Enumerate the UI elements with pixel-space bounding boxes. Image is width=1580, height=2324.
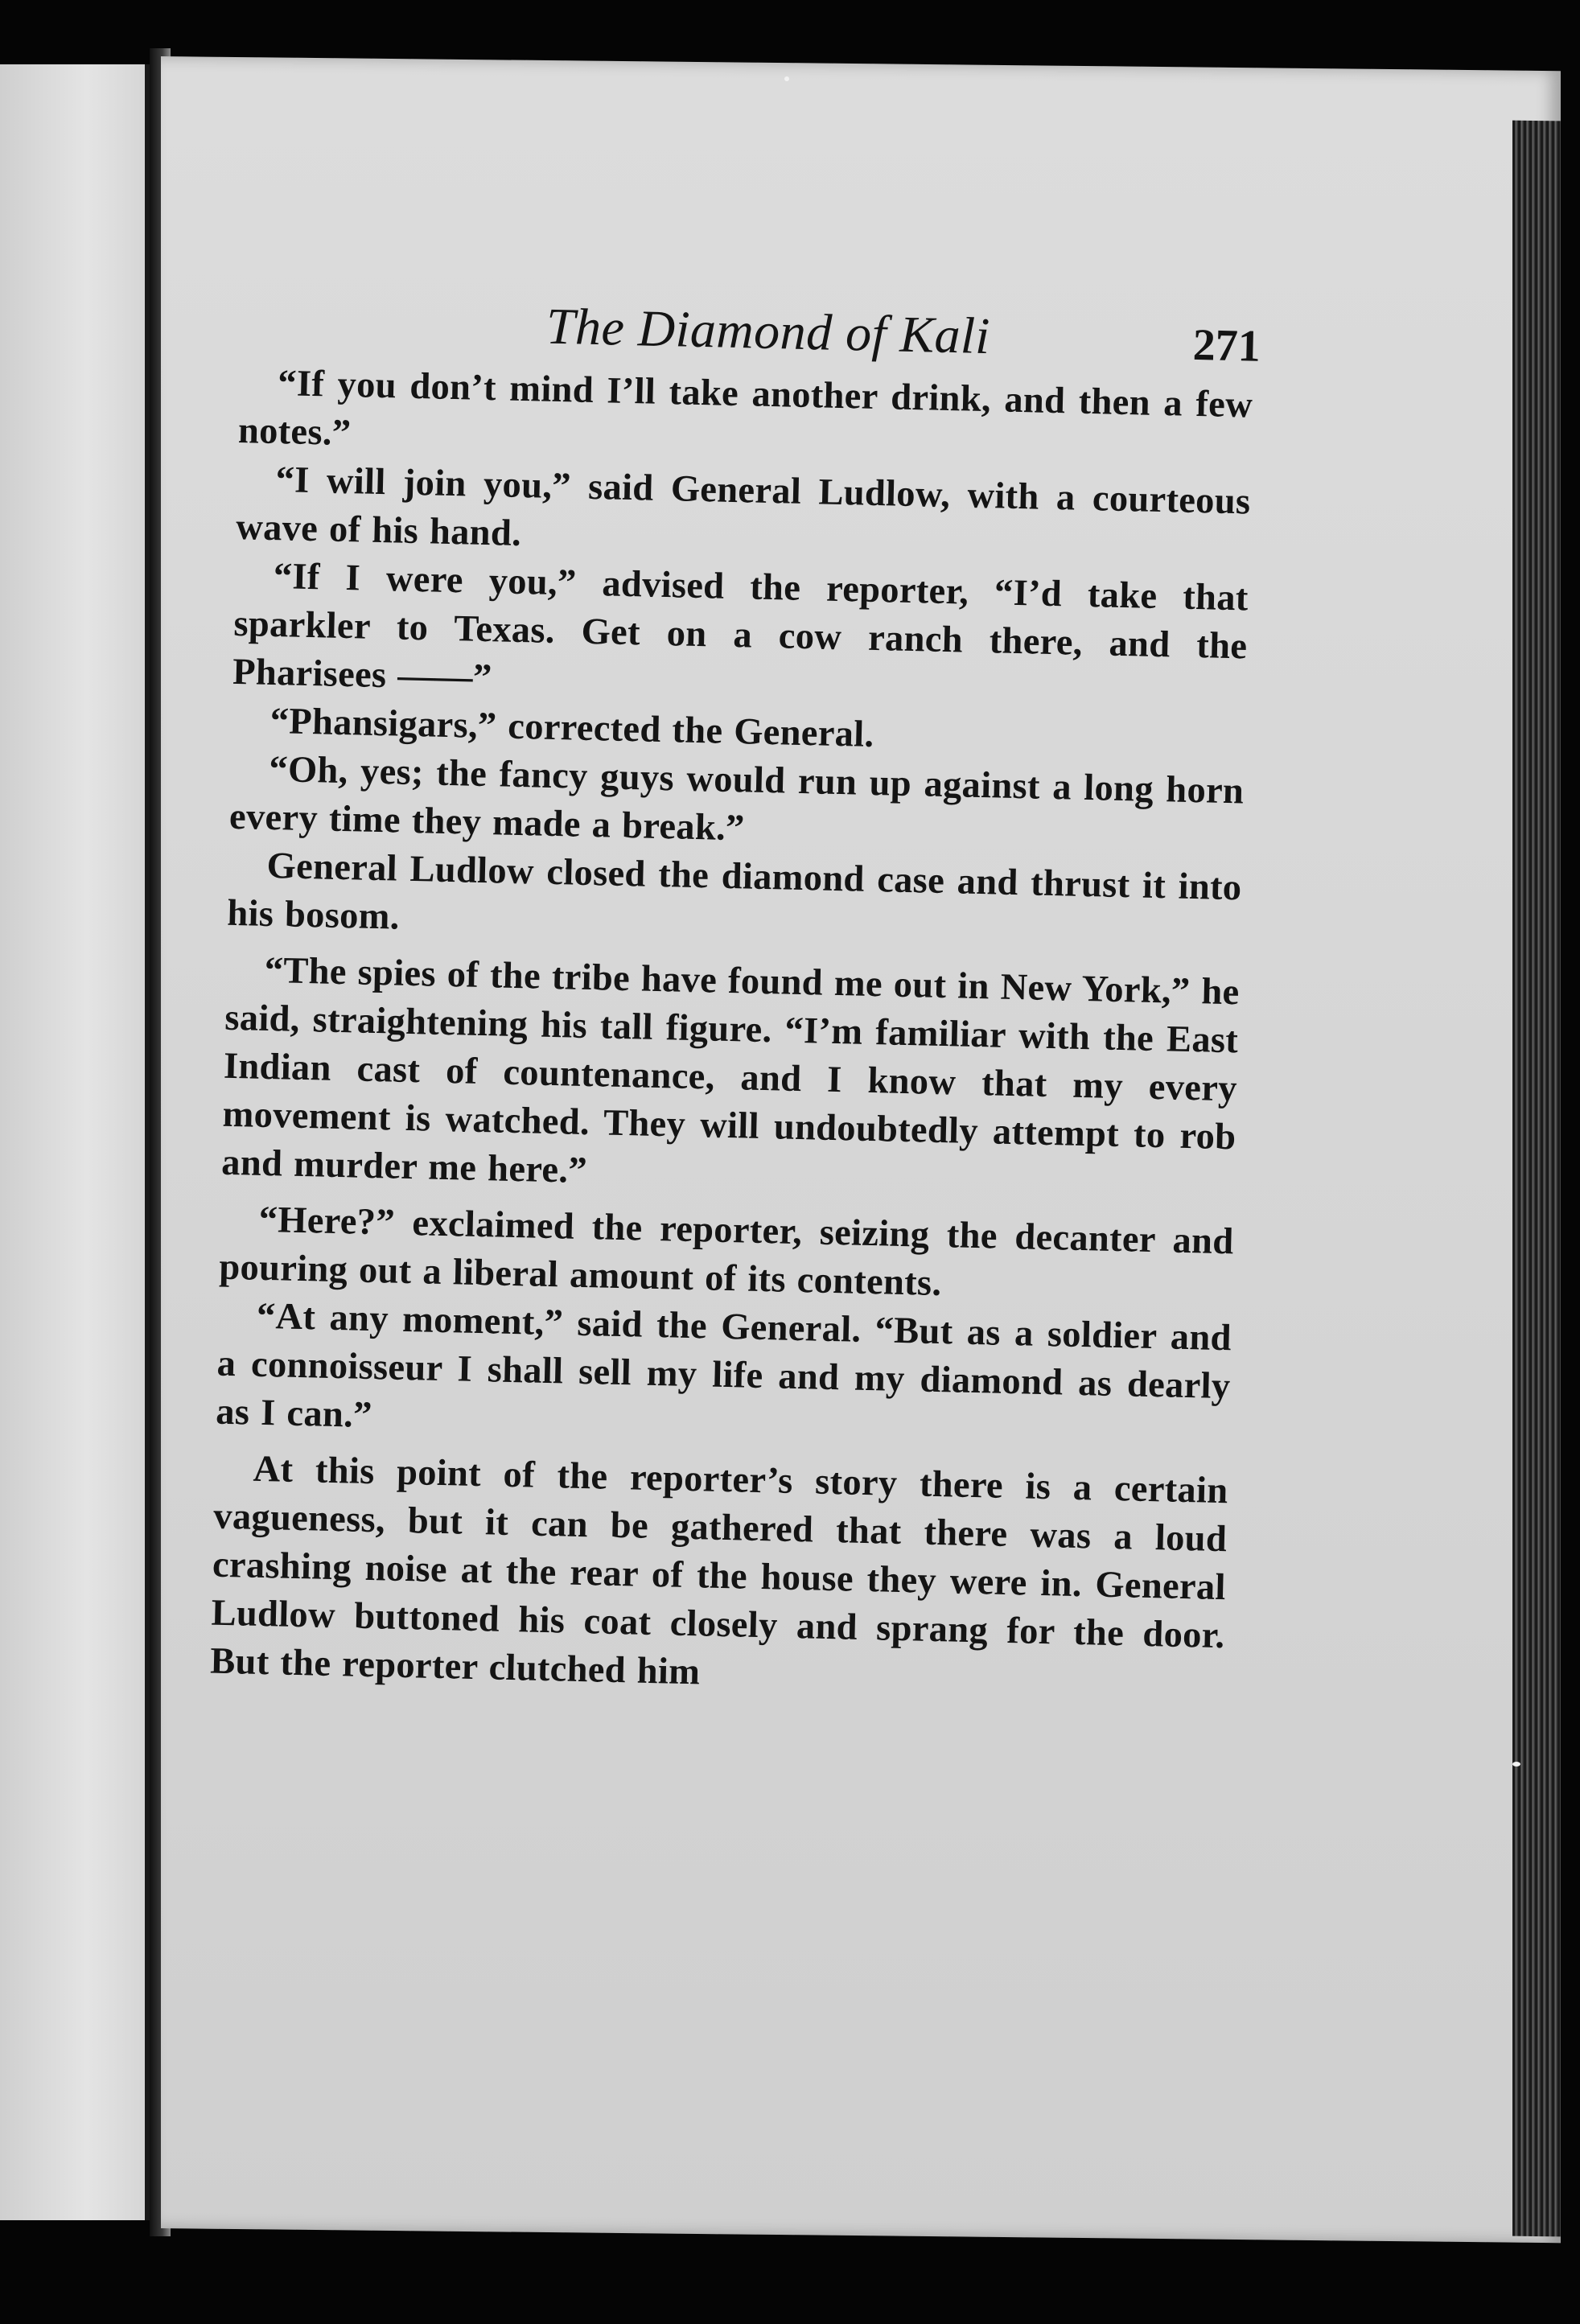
dust-speck	[1512, 1762, 1520, 1767]
paragraph: “The spies of the tribe have found me out in New York,” he said, straightening his tall figure. “I’m familiar with the East Indian cast of countenance, and I know that my every movement is watched. They will undoubtedly attempt to rob and murder me here.”	[220, 949, 1241, 1192]
paragraph: “Oh, yes; the fancy guys would run up against a long horn every time they made a break.”	[228, 748, 1245, 849]
page-number: 271	[1192, 319, 1261, 372]
paragraph: “Phansigars,” corrected the General.	[270, 700, 874, 755]
paragraph: “At any moment,” said the General. “But as a soldier and a connoisseur I shall sell my life and my diamond as dearly as I can.”	[215, 1295, 1232, 1437]
paragraph: General Ludlow closed the diamond case and thrust it into his bosom.	[226, 845, 1243, 938]
page-text	[209, 290, 1261, 1709]
paragraph: “If you don’t mind I’ll take another drink, and then a few notes.”	[237, 363, 1253, 455]
facing-page-edge	[0, 64, 150, 2220]
paragraph: At this point of the reporter’s story there is a certain vagueness, but it can be gathered that there was a loud crashing noise at the rear of the house they were in. General Ludlow buttoned his coat closely and sprang for the door. But the reporter clutched him	[209, 1448, 1229, 1693]
paragraph: “If I were you,” advised the reporter, “I’d take that sparkler to Texas. Get on a cow ranch there, and the Pharisees ——”	[232, 556, 1249, 699]
dust-speck	[784, 76, 789, 81]
paragraph: “Here?” exclaimed the reporter, seizing the decanter and pouring out a liberal amount of its contents.	[218, 1199, 1235, 1305]
page-stack-edges	[1512, 121, 1561, 2237]
running-title: The Diamond of Kali	[545, 297, 991, 365]
paragraph: “I will join you,” said General Ludlow, with a courteous wave of his hand.	[235, 459, 1251, 554]
